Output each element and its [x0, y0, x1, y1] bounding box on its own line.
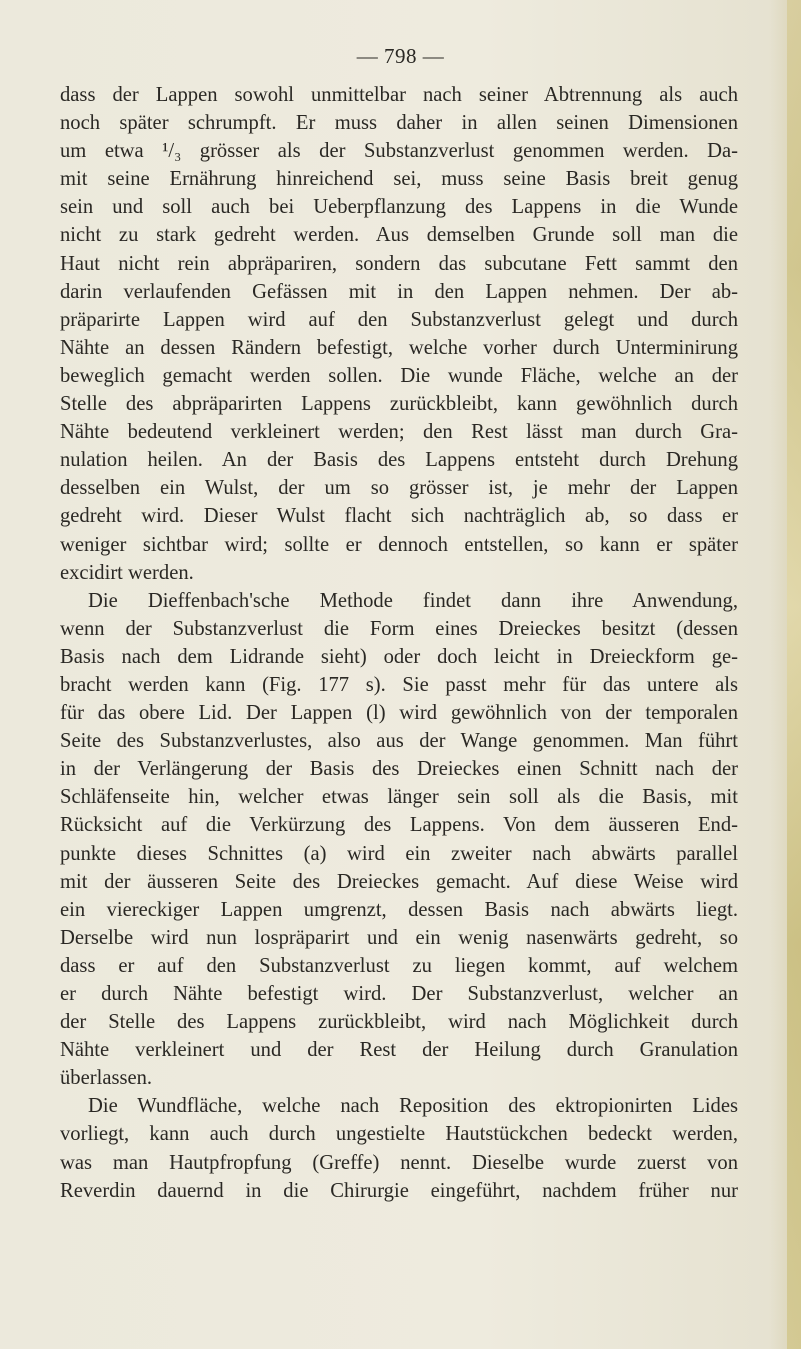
text-line: mit seine Ernährung hinreichend sei, muss seine Basis breit genug — [60, 168, 738, 191]
text-line: wenn der Substanzverlust die Form eines Dreieckes besitzt (dessen — [60, 617, 738, 640]
text-line: er durch Nähte befestigt wird. Der Substanzverlust, welcher an — [60, 983, 738, 1005]
text-line: vorliegt, kann auch durch ungestielte Hautstückchen bedeckt werden, — [60, 1123, 738, 1146]
text-line: sein und soll auch bei Ueberpflanzung des Lappens in die Wunde — [60, 196, 738, 219]
text-line: Nähte bedeutend verkleinert werden; den Rest lässt man durch Gra- — [60, 421, 738, 444]
text-line: darin verlaufenden Gefässen mit in den Lappen nehmen. Der ab- — [60, 280, 738, 303]
text-line: noch später schrumpft. Er muss daher in allen seinen Dimensionen — [60, 112, 738, 135]
text-line: weniger sichtbar wird; sollte er dennoch entstellen, so kann er später — [60, 533, 738, 556]
text-line: Rücksicht auf die Verkürzung des Lappens. Von dem äusseren End- — [60, 814, 738, 837]
text-line: nulation heilen. An der Basis des Lappens entsteht durch Drehung — [60, 449, 738, 472]
page-number: — 798 — — [356, 44, 445, 68]
text-line: excidirt werden. — [60, 561, 194, 584]
text-line: präparirte Lappen wird auf den Substanzverlust gelegt und durch — [60, 308, 738, 331]
text-line: punkte dieses Schnittes (a) wird ein zweiter nach abwärts parallel — [60, 842, 738, 865]
text-line: in der Verlängerung der Basis des Dreieckes einen Schnitt nach der — [60, 758, 738, 781]
text-line: beweglich gemacht werden sollen. Die wunde Fläche, welche an der — [60, 364, 738, 387]
text-line: mit der äusseren Seite des Dreieckes gemacht. Auf diese Weise wird — [60, 870, 738, 893]
text-line: Die Wundfläche, welche nach Reposition des ektropionirten Lides — [88, 1095, 738, 1118]
text-line: Nähte an dessen Rändern befestigt, welche vorher durch Unterminirung — [60, 336, 738, 359]
text-line: Stelle des abpräparirten Lappens zurückbleibt, kann gewöhnlich durch — [60, 393, 738, 416]
text-line: nicht zu stark gedreht werden. Aus demselben Grunde soll man die — [60, 224, 738, 247]
text-line: Die Dieffenbach'sche Methode findet dann ihre Anwendung, — [88, 589, 738, 612]
text-line: Seite des Substanzverlustes, also aus der Wange genommen. Man führt — [60, 730, 738, 753]
body-text — [60, 81, 738, 1205]
text-line: überlassen. — [60, 1067, 153, 1090]
text-line: der Stelle des Lappens zurückbleibt, wird nach Möglichkeit durch — [60, 1011, 738, 1034]
page-edge — [787, 0, 801, 1349]
text-line: Nähte verkleinert und der Rest der Heilung durch Granulation — [60, 1039, 738, 1062]
text-line: Reverdin dauernd in die Chirurgie eingeführt, nachdem früher nur — [60, 1179, 738, 1202]
text-line: desselben ein Wulst, der um so grösser ist, je mehr der Lappen — [60, 477, 738, 500]
text-line: Basis nach dem Lidrande sieht) oder doch leicht in Dreieckform ge- — [60, 645, 738, 668]
text-line: ein viereckiger Lappen umgrenzt, dessen Basis nach abwärts liegt. — [60, 898, 738, 921]
text-line: was man Hautpfropfung (Greffe) nennt. Dieselbe wurde zuerst von — [60, 1151, 738, 1174]
text-line: bracht werden kann (Fig. 177 s). Sie passt mehr für das untere als — [60, 673, 738, 696]
text-line: gedreht wird. Dieser Wulst flacht sich nachträglich ab, so dass er — [60, 505, 738, 528]
text-line: Haut nicht rein abpräpariren, sondern das subcutane Fett sammt den — [60, 252, 738, 275]
text-line: um etwa ¹/₃ grösser als der Substanzverlust genommen werden. Da- — [60, 140, 738, 163]
text-line: dass der Lappen sowohl unmittelbar nach seiner Abtrennung als auch — [60, 84, 738, 106]
text-line: Derselbe wird nun lospräparirt und ein wenig nasenwärts gedreht, so — [60, 926, 738, 949]
text-line: für das obere Lid. Der Lappen (l) wird gewöhnlich von der temporalen — [60, 702, 738, 725]
text-line: Schläfenseite hin, welcher etwas länger sein soll als die Basis, mit — [60, 786, 738, 809]
text-line: dass er auf den Substanzverlust zu liegen kommt, auf welchem — [60, 954, 738, 977]
